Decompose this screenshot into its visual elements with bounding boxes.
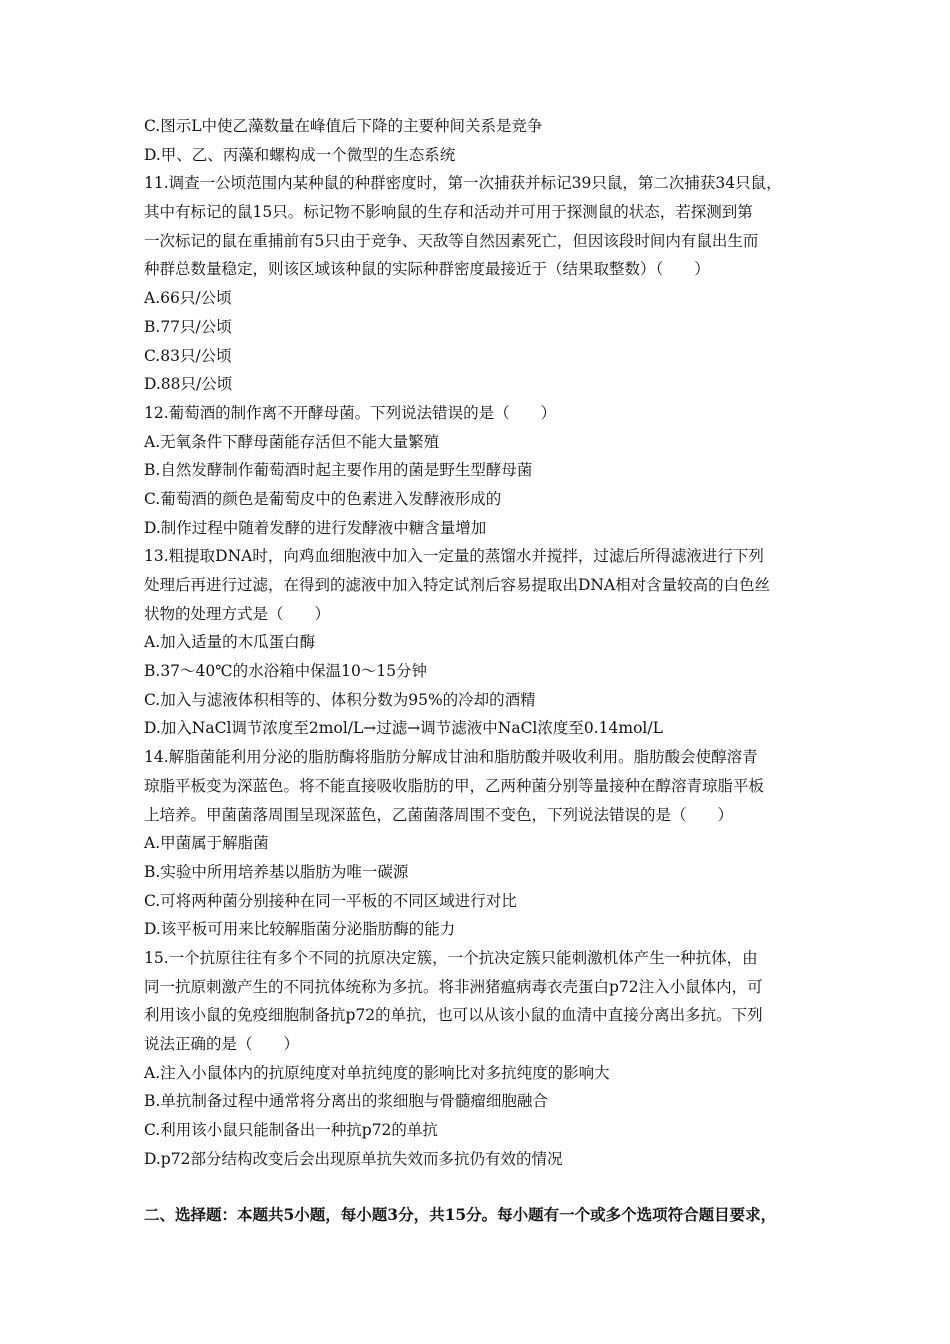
- question-11: [144, 169, 814, 399]
- option-b: B.77只/公顷: [144, 317, 232, 336]
- option-c: C.可将两种菌分别接种在同一平板的不同区域进行对比: [144, 891, 517, 910]
- question-12: [144, 399, 814, 542]
- option-d: D.p72部分结构改变后会出现原单抗失效而多抗仍有效的情况: [144, 1149, 563, 1168]
- option-d: D.加入NaCl调节浓度至2mol/L→过滤→调节滤液中NaCl浓度至0.14mol/L: [144, 719, 663, 738]
- option-d: D.该平板可用来比较解脂菌分泌脂肪酶的能力: [144, 920, 456, 939]
- option-b: B.实验中所用培养基以脂肪为唯一碳源: [144, 862, 409, 881]
- question-stem-line: 一次标记的鼠在重捕前有5只由于竞争、天敌等自然因素死亡，但因该段时间内有鼠出生而: [144, 231, 759, 250]
- option-d-q10: D.甲、乙、丙藻和螺构成一个微型的生态系统: [144, 145, 456, 164]
- question-stem-line: 说法正确的是（ ）: [144, 1035, 300, 1053]
- option-a: A.加入适量的木瓜蛋白酶: [144, 633, 316, 652]
- question-stem-line: 处理后再进行过滤，在得到的滤液中加入特定试剂后容易提取出DNA相对含量较高的白色丝: [144, 576, 771, 594]
- option-c: C.葡萄酒的颜色是葡萄皮中的色素进入发酵液形成的: [144, 489, 502, 508]
- option-c: C.加入与滤液体积相等的、体积分数为95%的冷却的酒精: [144, 690, 536, 709]
- question-stem-line: 上培养。甲菌菌落周围呈现深蓝色，乙菌菌落周围不变色，下列说法错误的是（ ）: [144, 805, 734, 824]
- question-stem-line: 种群总数量稳定，则该区域该种鼠的实际种群密度最接近于（结果取整数）（ ）: [144, 260, 710, 279]
- question-stem-line: 其中有标记的鼠15只。标记物不影响鼠的生存和活动并可用于探测鼠的状态，若探测到第: [144, 203, 753, 222]
- question-13: [144, 542, 814, 743]
- document-content: [144, 112, 814, 1230]
- question-stem-line: 利用该小鼠的免疫细胞制备抗p72的单抗，也可以从该小鼠的血清中直接分离出多抗。下列: [144, 1006, 763, 1025]
- question-stem-line: 同一抗原刺激产生的不同抗体统称为多抗。将非洲猪瘟病毒衣壳蛋白p72注入小鼠体内，可: [144, 977, 763, 996]
- option-b: B.单抗制备过程中通常将分离出的浆细胞与骨髓瘤细胞融合: [144, 1092, 548, 1111]
- option-a: A.注入小鼠体内的抗原纯度对单抗纯度的影响比对多抗纯度的影响大: [144, 1063, 610, 1082]
- option-c-q10: C.图示L中使乙藻数量在峰值后下降的主要种间关系是竞争: [144, 117, 543, 135]
- option-a: A.甲菌属于解脂菌: [144, 834, 269, 853]
- option-d: D.制作过程中随着发酵的进行发酵液中糖含量增加: [144, 518, 487, 537]
- question-14: [144, 743, 814, 944]
- question-stem-line: 13.粗提取DNA时，向鸡血细胞液中加入一定量的蒸馏水并搅拌，过滤后所得滤液进行下列: [144, 547, 764, 566]
- option-c: C.利用该小鼠只能制备出一种抗p72的单抗: [144, 1121, 438, 1140]
- option-d: D.88只/公顷: [144, 375, 233, 394]
- question-stem-line: 琼脂平板变为深蓝色。将不能直接吸收脂肪的甲，乙两种菌分别等量接种在醇溶青琼脂平板: [144, 776, 765, 795]
- option-b: B.37～40℃的水浴箱中保温10～15分钟: [144, 662, 428, 681]
- option-c: C.83只/公顷: [144, 346, 232, 365]
- question-stem-line: 15.一个抗原往往有多个不同的抗原决定簇，一个抗决定簇只能刺激机体产生一种抗体，由: [144, 948, 758, 967]
- question-15: [144, 944, 814, 1174]
- section-spacer: [144, 1173, 814, 1201]
- question-stem-line: 状物的处理方式是（ ）: [144, 604, 331, 623]
- question-stem-line: 12.葡萄酒的制作离不开酵母菌。下列说法错误的是（ ）: [144, 403, 557, 422]
- option-b: B.自然发酵制作葡萄酒时起主要作用的菌是野生型酵母菌: [144, 461, 533, 480]
- question-stem-line: 14.解脂菌能利用分泌的脂肪酶将脂肪分解成甘油和脂肪酸并吸收利用。脂肪酸会使醇溶青: [144, 748, 758, 767]
- section-heading: 二、选择题：本题共5小题，每小题3分，共15分。每小题有一个或多个选项符合题目要求，: [144, 1205, 777, 1225]
- option-a: A.无氧条件下酵母菌能存活但不能大量繁殖: [144, 432, 440, 451]
- question-stem-line: 11.调查一公顷范围内某种鼠的种群密度时，第一次捕获并标记39只鼠，第二次捕获34只鼠，: [144, 174, 782, 193]
- option-a: A.66只/公顷: [144, 289, 232, 308]
